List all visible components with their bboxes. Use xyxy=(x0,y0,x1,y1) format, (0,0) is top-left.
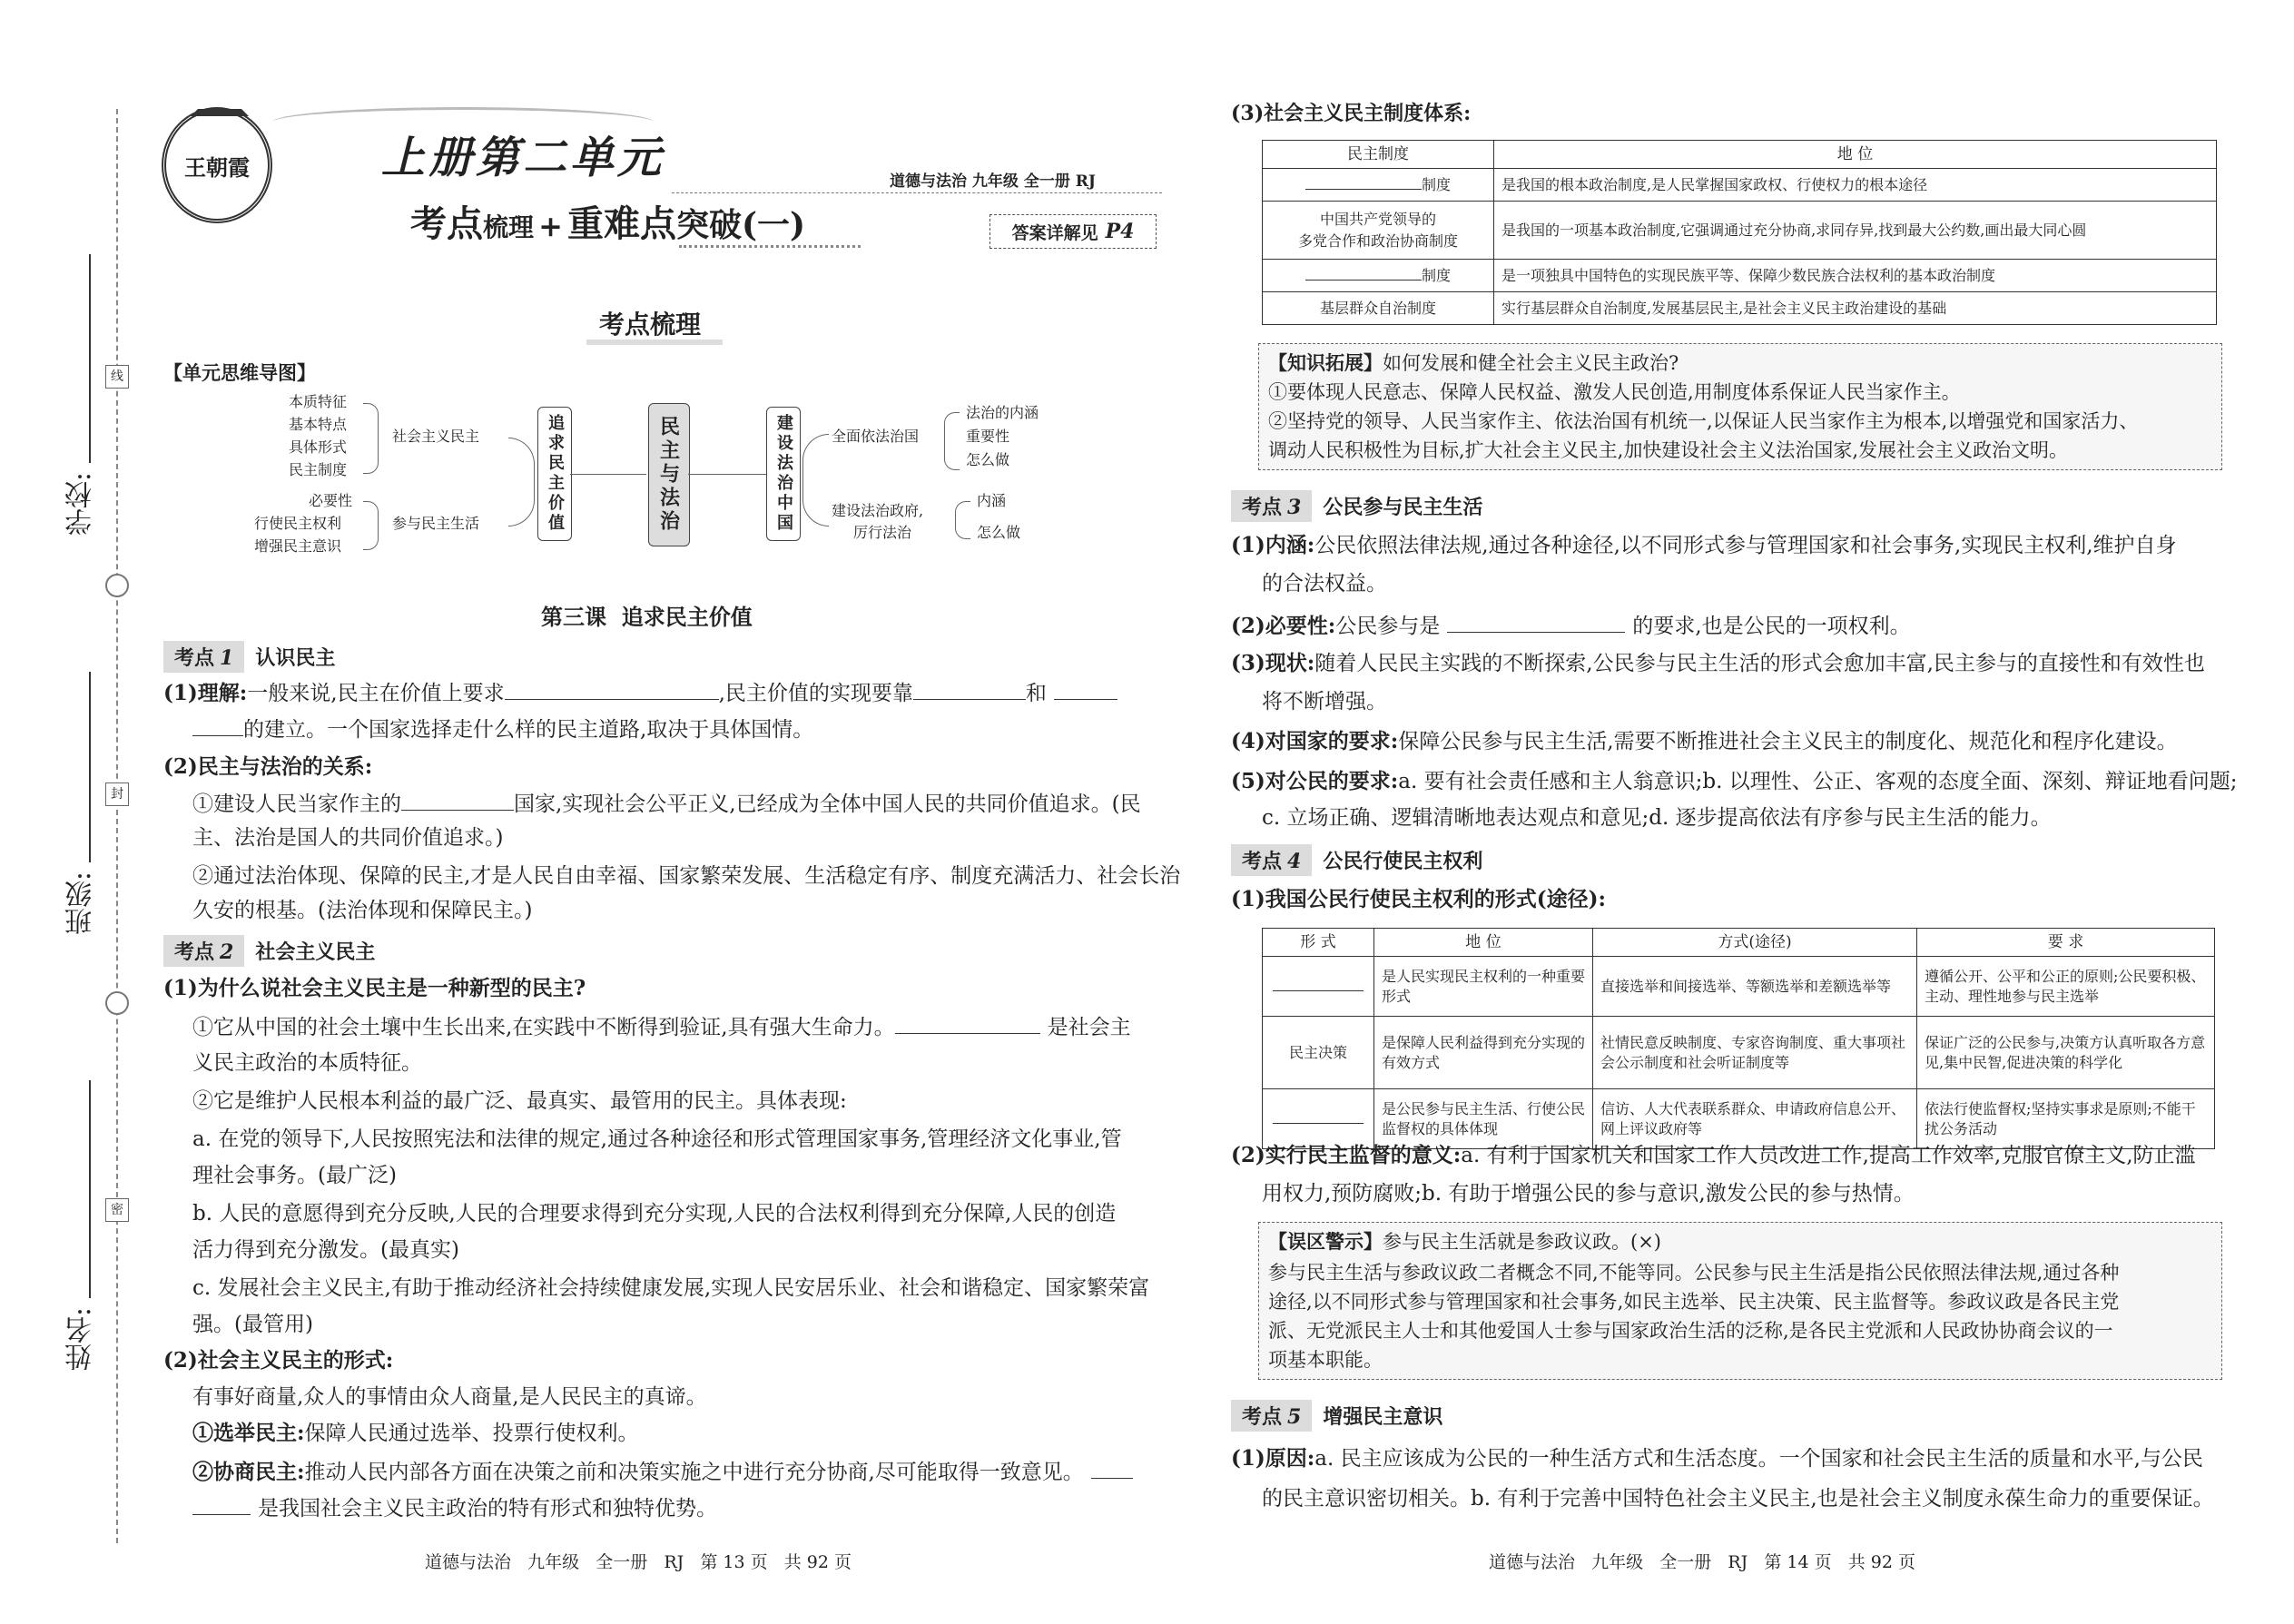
table-cell: 是我国的根本政治制度,是人民掌握国家政权、行使权力的根本途径 xyxy=(1494,169,2217,202)
ext-line: 调动人民积极性为目标,扩大社会主义民主,加快建设社会主义法治国家,发展社会主义政治文明。 xyxy=(1268,439,2069,461)
ext-text: 如何发展和健全社会主义民主政治? xyxy=(1383,352,1679,374)
mm-node-socialist-democracy: 社会主义民主 xyxy=(392,428,480,445)
cell-text: 制度 xyxy=(1421,176,1451,193)
rights-forms-table xyxy=(1262,928,2215,1149)
school-field[interactable] xyxy=(89,254,91,463)
answer-blank[interactable] xyxy=(401,788,514,811)
kd1-line: (2)民主与法治的关系: xyxy=(163,754,373,779)
table-cell: 保证广泛的公民参与,决策方认真听取各方意见,集中民智,促进决策的科学化 xyxy=(1917,1017,2215,1089)
binding-dashed-line xyxy=(116,109,118,1543)
kd2-line: ②它是维护人民根本利益的最广泛、最真实、最管用的民主。具体表现: xyxy=(192,1089,847,1113)
subtitle-d: 突破(一) xyxy=(676,206,806,244)
right-footer: 道德与法治 九年级 全一册 RJ 第 14 页 共 92 页 xyxy=(1489,1552,1916,1572)
kd2-line: a. 在党的领导下,人民按照宪法和法律的规定,通过各种途径和形式管理国家事务,管理经济文化事业,管 xyxy=(192,1127,1122,1151)
kd1-heading xyxy=(163,641,335,673)
kd2-text: 是我国社会主义民主政治的特有形式和独特优势。 xyxy=(258,1497,717,1521)
mindmap-label: 【单元思维导图】 xyxy=(163,362,316,384)
answer-blank[interactable] xyxy=(1091,1456,1133,1479)
table-cell: 信访、人大代表联系群众、申请政府信息公开、网上评议政府等 xyxy=(1593,1089,1917,1149)
section-title-underline xyxy=(586,340,723,345)
table-cell: 是保障人民利益得到充分实现的有效方式 xyxy=(1374,1017,1593,1089)
kd2-line: b. 人民的意愿得到充分反映,人民的合理要求得到充分实现,人民的合法权利得到充分保障,人民的创造 xyxy=(192,1202,1117,1225)
kd1-line: ②通过法治体现、保障的民主,才是人民自由幸福、国家繁荣发展、生活稳定有序、制度充满活力、社会长治 xyxy=(192,864,1181,888)
left-footer: 道德与法治 九年级 全一册 RJ 第 13 页 共 92 页 xyxy=(425,1552,852,1572)
ext-line xyxy=(1268,348,1679,379)
kd3-lead: (2)必要性: xyxy=(1231,614,1336,638)
kd2-line xyxy=(192,1418,639,1449)
answer-blank[interactable] xyxy=(1305,265,1422,281)
mm-branch-left: 追求民主价值 xyxy=(537,407,572,541)
section-title: 考点梳理 xyxy=(599,310,702,340)
kd4-heading xyxy=(1231,844,1482,876)
table-cell: 实行基层群众自治制度,发展基层民主,是社会主义民主政治建设的基础 xyxy=(1494,292,2217,325)
mm-brace xyxy=(508,438,535,527)
table-cell xyxy=(1263,169,1494,202)
kd4-line xyxy=(1231,1140,2196,1171)
kd3-line: c. 立场正确、逻辑清晰地表达观点和意见;d. 逐步提高依法有序参与民主生活的能力。 xyxy=(1262,806,2052,830)
table-cell xyxy=(1263,957,1374,1017)
mm-item: 法治的内涵 xyxy=(966,404,1039,421)
kd2-heading xyxy=(163,935,375,967)
table-header: 形 式 xyxy=(1263,929,1374,957)
kd2-line: 活力得到充分激发。(最真实) xyxy=(192,1238,459,1262)
answer-blank[interactable] xyxy=(1054,677,1117,700)
answer-blank[interactable] xyxy=(1305,174,1422,190)
lesson-title: 第三课 追求民主价值 xyxy=(541,605,753,630)
mm-item: 基本特点 xyxy=(289,416,348,433)
kd1-lead: (1)理解: xyxy=(163,681,248,705)
answer-blank[interactable] xyxy=(1273,1108,1364,1124)
mm-center: 民主与法治 xyxy=(648,403,690,546)
table-cell: 是公民参与民主生活、行使公民监督权的具体体现 xyxy=(1374,1089,1593,1149)
mm-node-law-gov: 建设法治政府, xyxy=(832,502,924,519)
seal-mark-secret: 密 xyxy=(105,1198,129,1222)
kd1-text: ①建设人民当家作主的 xyxy=(192,792,401,816)
answer-blank[interactable] xyxy=(1273,976,1364,991)
warn-line: 参与民主生活与参政议政二者概念不同,不能等同。公民参与民主生活是指公民依照法律法规,通过各种 xyxy=(1268,1262,2120,1284)
kd3-line xyxy=(1231,726,2178,757)
kd3-tag: 考点 3 xyxy=(1231,490,1312,522)
kd4-num: 4 xyxy=(1287,850,1302,873)
mm-item: 怎么做 xyxy=(966,451,1010,468)
mm-brace xyxy=(944,412,960,470)
subtitle-a: 考点 xyxy=(410,202,483,245)
ext-lead: 【知识拓展】 xyxy=(1268,351,1383,374)
kd2-line: 理社会事务。(最广泛) xyxy=(192,1164,397,1187)
kd2-line: 义民主政治的本质特征。 xyxy=(192,1051,422,1075)
mm-branch-right: 建设法治中国 xyxy=(766,407,801,541)
cell-text: 多党合作和政治协商制度 xyxy=(1297,231,1458,250)
kd2-lead: ②协商民主: xyxy=(192,1460,305,1484)
subtitle-dots xyxy=(679,245,861,248)
answer-blank[interactable] xyxy=(505,677,719,700)
kd2-line: (2)社会主义民主的形式: xyxy=(163,1348,394,1373)
kd1-title: 认识民主 xyxy=(255,647,336,670)
school-label: 学校: xyxy=(65,472,97,536)
subtitle-plus: + xyxy=(538,209,563,243)
kd4-lead: (1)我国公民行使民主权利的形式(途径): xyxy=(1231,887,1607,911)
kd3-text: 保障公民参与民主生活,需要不断推进社会主义民主的制度化、规范化和程序化建设。 xyxy=(1398,730,2178,753)
mm-brace xyxy=(802,434,829,527)
kd2-line xyxy=(192,1492,717,1524)
table-row xyxy=(1263,202,2217,260)
mm-brace xyxy=(363,403,379,474)
table-row xyxy=(1263,957,2215,1017)
class-field[interactable] xyxy=(89,672,91,862)
kd3-line xyxy=(1231,530,2177,561)
kd3-heading xyxy=(1231,490,1482,522)
header-swoosh xyxy=(272,107,654,137)
table-cell xyxy=(1263,260,1494,292)
kd2-line: c. 发展社会主义民主,有助于推动经济社会持续健康发展,实现人民安居乐业、社会和谐稳定、国家繁荣富 xyxy=(192,1276,1150,1300)
kd1-line: 久安的根基。(法治体现和保障民主。) xyxy=(192,899,533,922)
kd5-lead: (1)原因: xyxy=(1231,1446,1315,1471)
kd5-tag: 考点 5 xyxy=(1231,1400,1312,1432)
kd5-line: 的民主意识密切相关。b. 有利于完善中国特色社会主义民主,也是社会主义制度永葆生命力的重要保证。 xyxy=(1262,1487,2214,1511)
kd3-lead: (4)对国家的要求: xyxy=(1231,729,1399,753)
table-cell: 依法行使监督权;坚持实事求是原则;不能干扰公务活动 xyxy=(1917,1089,2215,1149)
table-cell: 是人民实现民主权利的一种重要形式 xyxy=(1374,957,1593,1017)
democracy-system-table xyxy=(1262,140,2217,325)
table-header: 民主制度 xyxy=(1263,141,1494,169)
kd1-line xyxy=(163,677,1117,709)
table-cell: 是我国的一项基本政治制度,它强调通过充分协商,求同存异,找到最大公约数,画出最大同心圆 xyxy=(1494,202,2217,260)
mm-item: 具体形式 xyxy=(289,438,348,456)
logo-text: 王朝霞 xyxy=(184,153,250,181)
mm-node-rule-of-law: 全面依法治国 xyxy=(832,428,920,445)
header-subtitle xyxy=(410,195,805,247)
answer-blank[interactable] xyxy=(192,714,243,736)
kd2-line: 强。(最管用) xyxy=(192,1313,313,1336)
kd3-line: 将不断增强。 xyxy=(1262,690,1387,714)
name-label: 姓名: xyxy=(65,1307,97,1372)
kd4-line-lead: (2)实行民主监督的意义: xyxy=(1231,1143,1462,1167)
kd5-num: 5 xyxy=(1287,1405,1302,1429)
warn-line: 派、无党派民主人士和其他爱国人士参与国家政治生活的泛称,是各民主党派和人民政协协商会议的一 xyxy=(1268,1320,2113,1342)
table-row xyxy=(1263,292,2217,325)
table-header: 地 位 xyxy=(1494,141,2217,169)
kd5-line xyxy=(1231,1443,2203,1474)
seal-mark-line: 线 xyxy=(105,365,129,389)
subtitle-c: 重难点 xyxy=(567,202,677,245)
name-field[interactable] xyxy=(89,1080,91,1298)
table-cell: 基层群众自治制度 xyxy=(1263,292,1494,325)
table-row xyxy=(1263,169,2217,202)
kd3-lead: (5)对公民的要求: xyxy=(1231,769,1399,793)
kd4-tag: 考点 4 xyxy=(1231,844,1312,876)
kd3-text: 随着人民民主实践的不断探索,公民参与民主生活的形式会愈加丰富,民主参与的直接性和有效性也 xyxy=(1314,652,2205,675)
table-row xyxy=(1263,260,2217,292)
table-header: 地 位 xyxy=(1374,929,1593,957)
kd3-text: 公民参与是 xyxy=(1335,615,1441,638)
binding-hole-1 xyxy=(105,574,129,597)
kd4-line: 用权力,预防腐败;b. 有助于增强公民的参与意识,激发公民的参与热情。 xyxy=(1262,1182,1915,1206)
answer-blank[interactable] xyxy=(895,1011,1040,1034)
kd1-line xyxy=(192,788,1141,820)
kd1-line: 主、法治是国人的共同价值追求。) xyxy=(192,826,504,850)
sys-title: (3)社会主义民主制度体系: xyxy=(1231,102,1472,125)
table-cell: 是一项独具中国特色的实现民族平等、保障少数民族合法权利的基本政治制度 xyxy=(1494,260,2217,292)
table-header: 方式(途径) xyxy=(1593,929,1917,957)
kd2-title: 社会主义民主 xyxy=(255,941,376,964)
answer-ref-text: 答案详解见 xyxy=(1011,222,1098,243)
course-meta: 道德与法治 九年级 全一册 RJ xyxy=(890,172,1096,191)
logo-crown-icon xyxy=(191,96,249,116)
mm-item: 怎么做 xyxy=(977,524,1021,541)
table-cell xyxy=(1263,202,1494,260)
kd3-line: 的合法权益。 xyxy=(1262,572,1387,595)
table-cell: 民主决策 xyxy=(1263,1017,1374,1089)
answer-blank[interactable] xyxy=(1447,610,1625,633)
kd1-tag: 考点 1 xyxy=(163,641,244,673)
warn-lead: 【误区警示】 xyxy=(1268,1230,1383,1253)
table-cell: 社情民意反映制度、专家咨询制度、重大事项社会公示制度和社会听证制度等 xyxy=(1593,1017,1917,1089)
mm-item: 重要性 xyxy=(966,428,1010,445)
kd1-text: ,民主价值的实现要靠 xyxy=(718,682,913,705)
kd2-line: 有事好商量,众人的事情由众人商量,是人民民主的真谛。 xyxy=(192,1385,707,1409)
kd2-line xyxy=(192,1011,1131,1043)
ext-line: ②坚持党的领导、人民当家作主、依法治国有机统一,以保证人民当家作主为根本,以增强党和国家活力、 xyxy=(1268,410,2139,432)
kd2-num: 2 xyxy=(220,940,234,964)
kd4-title: 公民行使民主权利 xyxy=(1323,851,1483,873)
unit-title: 上册第二单元 xyxy=(381,133,665,183)
warn-line: 途径,以不同形式参与管理国家和社会事务,如民主选举、民主决策、民主监督等。参政议政是各民主党 xyxy=(1268,1291,2120,1313)
kd2-lead: ①选举民主: xyxy=(192,1421,305,1445)
kd1-text: 国家,实现社会公平正义,已经成为全体中国人民的共同价值追求。(民 xyxy=(514,792,1141,816)
kd1-text: 的建立。一个国家选择走什么样的民主道路,取决于具体国情。 xyxy=(243,718,814,742)
kd2-line xyxy=(192,1456,1133,1488)
cell-text: 制度 xyxy=(1421,267,1451,284)
mm-item: 必要性 xyxy=(309,492,353,509)
kd5-text: a. 民主应该成为公民的一种生活方式和生活态度。一个国家和社会民主生活的质量和水平,与公民 xyxy=(1314,1447,2203,1471)
kd2-line: (1)为什么说社会主义民主是一种新型的民主? xyxy=(163,976,586,1000)
mm-connector xyxy=(570,474,646,475)
kd2-tag: 考点 2 xyxy=(163,935,244,967)
meta-underline xyxy=(672,192,1162,193)
mm-node-law-gov-2: 厉行法治 xyxy=(853,524,912,541)
kd3-text: 的要求,也是公民的一项权利。 xyxy=(1632,615,1911,638)
mm-item: 增强民主意识 xyxy=(254,537,342,555)
kd3-num: 3 xyxy=(1287,496,1302,519)
mm-connector xyxy=(688,474,766,475)
kd3-line xyxy=(1231,648,2205,679)
kd5-title: 增强民主意识 xyxy=(1323,1406,1443,1429)
warn-line xyxy=(1268,1226,1661,1257)
kd5-heading xyxy=(1231,1400,1442,1432)
subtitle-b: 梳理 xyxy=(483,212,535,242)
kd1-num: 1 xyxy=(220,646,234,670)
class-label: 班级: xyxy=(65,871,97,936)
kd2-text: 保障人民通过选举、投票行使权利。 xyxy=(304,1422,639,1445)
kd3-line xyxy=(1231,610,1911,642)
answer-ref-page: P4 xyxy=(1105,220,1135,243)
kd1-line xyxy=(192,714,813,745)
kd4-text: a. 有利于国家机关和国家工作人员改进工作,提高工作效率,克服官僚主义,防止滥 xyxy=(1461,1144,2196,1167)
kd1-text: 一般来说,民主在价值上要求 xyxy=(247,682,505,705)
kd3-lead: (1)内涵: xyxy=(1231,533,1315,557)
logo-badge xyxy=(162,107,272,223)
binding-hole-2 xyxy=(105,991,129,1015)
kd1-text: 和 xyxy=(1025,682,1047,705)
table-cell: 遵循公开、公平和公正的原则;公民要积极、主动、理性地参与民主选举 xyxy=(1917,957,2215,1017)
table-cell: 直接选举和间接选举、等额选举和差额选举等 xyxy=(1593,957,1917,1017)
answer-blank[interactable] xyxy=(913,677,1026,700)
mm-item: 本质特征 xyxy=(289,393,348,410)
kd2-text: ①它从中国的社会土壤中生长出来,在实践中不断得到验证,具有强大生命力。 xyxy=(192,1016,895,1039)
table-row xyxy=(1263,1017,2215,1089)
mm-node-participate: 参与民主生活 xyxy=(392,515,480,532)
ext-line: ①要体现人民意志、保障人民权益、激发人民创造,用制度体系保证人民当家作主。 xyxy=(1268,381,1961,403)
warn-line: 项基本职能。 xyxy=(1268,1349,1383,1371)
knowledge-extension-box xyxy=(1258,343,2222,470)
kd3-text: a. 要有社会责任感和主人翁意识;b. 以理性、公正、客观的态度全面、深刻、辩证地看问题; xyxy=(1398,770,2238,793)
mm-brace xyxy=(363,501,379,550)
kd3-text: 公民依照法律法规,通过各种途径,以不同形式参与管理国家和社会事务,实现民主权利,维护自身 xyxy=(1314,534,2177,557)
kd3-line xyxy=(1231,766,2237,797)
answer-blank[interactable] xyxy=(192,1492,251,1515)
kd3-title: 公民参与民主生活 xyxy=(1323,497,1483,519)
misconception-warning-box xyxy=(1258,1222,2222,1380)
answer-ref-box[interactable] xyxy=(989,214,1157,249)
mm-brace xyxy=(955,501,970,539)
table-header: 要 求 xyxy=(1917,929,2215,957)
kd2-text: 是社会主 xyxy=(1047,1016,1131,1039)
kd2-text: 推动人民内部各方面在决策之前和决策实施之中进行充分协商,尽可能取得一致意见。 xyxy=(304,1461,1084,1484)
mm-item: 民主制度 xyxy=(289,461,348,478)
seal-mark-seal: 封 xyxy=(105,782,129,806)
cell-text: 中国共产党领导的 xyxy=(1319,210,1436,228)
mm-item: 内涵 xyxy=(977,492,1007,509)
mm-item: 行使民主权利 xyxy=(254,515,342,532)
kd3-lead: (3)现状: xyxy=(1231,651,1315,675)
warn-text: 参与民主生活就是参政议政。(×) xyxy=(1383,1231,1661,1253)
